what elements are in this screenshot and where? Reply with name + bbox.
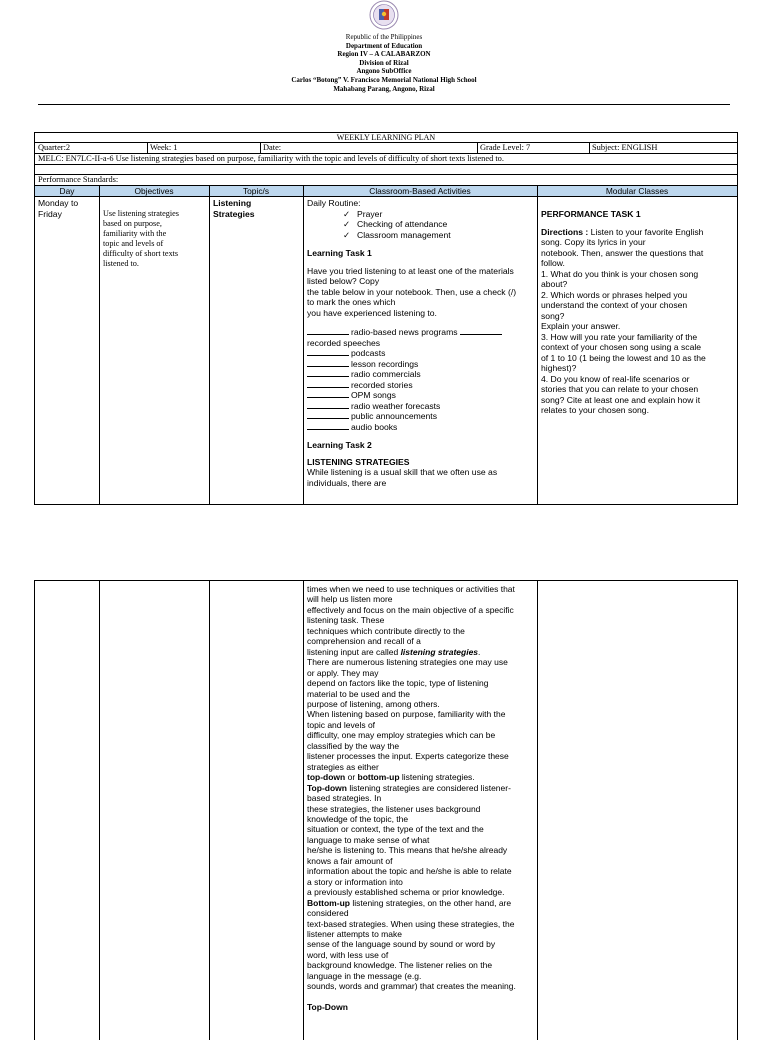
- material-item: recorded speeches: [307, 337, 381, 348]
- body-line: Bottom-up listening strategies, on the other hand, are: [307, 897, 512, 908]
- body-line: top-down or bottom-up listening strategies.: [307, 772, 475, 783]
- body-line: background knowledge. The listener relies on the: [307, 960, 493, 971]
- week-cell: Week: 1: [150, 143, 178, 152]
- topic-cell: [213, 198, 301, 219]
- quarter-cell: Quarter:2: [38, 143, 71, 152]
- objective-line: difficulty of short texts: [103, 249, 179, 258]
- question-line: understand the context of your chosen: [541, 300, 688, 310]
- header-divider: [38, 104, 730, 105]
- question-line: highest)?: [541, 363, 577, 373]
- header-line: Republic of the Philippines: [345, 33, 423, 41]
- info-row: [35, 143, 737, 154]
- question-line: 1. What do you think is your chosen song: [541, 268, 699, 279]
- material-item: OPM songs: [307, 390, 535, 401]
- task1-text: to mark the ones which: [307, 297, 396, 307]
- task2-title: Learning Task 2: [307, 440, 372, 450]
- material-item: radio weather forecasts: [307, 401, 535, 412]
- column-header-objectives: Objectives: [134, 186, 174, 196]
- routine-item: ✓ Prayer: [343, 208, 383, 219]
- body-line: techniques which contribute directly to the: [307, 625, 465, 636]
- school-header: [0, 33, 768, 93]
- directions-line: song. Copy its lyrics in your: [541, 237, 646, 247]
- task1-text: you have experienced listening to.: [307, 307, 437, 318]
- body-line: text-based strategies. When using these strategies, the: [307, 918, 515, 929]
- header-line: Carlos “Botong” V. Francisco Memorial National High School: [291, 75, 477, 84]
- question-line: song?: [541, 310, 565, 321]
- body-line: listening input are called listening strategies.: [307, 646, 481, 657]
- objective-line: listened to.: [103, 259, 139, 268]
- performance-standards: Performance Standards:: [38, 175, 119, 184]
- material-item: public announcements: [307, 411, 535, 422]
- body-line: Top-down listening strategies are considered listener-: [307, 782, 511, 793]
- strategies-title: LISTENING STRATEGIES: [307, 456, 410, 467]
- question-line: song? Cite at least one and explain how it: [541, 394, 701, 405]
- column-header-classroom: Classroom-Based Activities: [369, 186, 471, 196]
- body-line: listening task. These: [307, 615, 385, 626]
- spacer-row: [35, 165, 737, 175]
- column-header-day: Day: [59, 186, 75, 196]
- header-line: Division of Rizal: [359, 58, 409, 67]
- material-item: lesson recordings: [307, 359, 535, 370]
- body-line: difficulty, one may employ strategies which can be: [307, 730, 496, 741]
- body-line: language to make sense of what: [307, 834, 430, 845]
- question-line: 3. How will you rate your familiarity of the: [541, 331, 698, 342]
- body-line: these strategies, the listener uses background: [307, 803, 481, 814]
- grade-cell: Grade Level: 7: [480, 143, 531, 152]
- body-line: times when we need to use techniques or activities that: [307, 584, 515, 594]
- body-line: he/she is listening to. This means that he/she already: [307, 845, 508, 856]
- body-line: knows a fair amount of: [307, 855, 393, 866]
- question-line: of 1 to 10 (1 being the lowest and 10 as the: [541, 352, 706, 363]
- body-line: strategies as either: [307, 761, 379, 772]
- day-cell: [38, 198, 98, 219]
- continuation-table: [34, 580, 738, 1040]
- classroom-cell: [307, 198, 535, 488]
- header-line: Department of Education: [345, 41, 423, 50]
- body-line: word, with less use of: [307, 949, 389, 960]
- routine-label: Daily Routine:: [307, 198, 361, 208]
- body-line: language in the message (e.g.: [307, 970, 422, 981]
- body-line: effectively and focus on the main objective of a specific: [307, 604, 514, 615]
- routine-item: ✓ Classroom management: [343, 229, 451, 240]
- checkmark-icon: ✓: [343, 219, 351, 229]
- objective-line: based on purpose,: [103, 219, 162, 228]
- directions-line: Directions : Listen to your favorite English: [541, 226, 704, 237]
- body-line: sounds, words and grammar) that creates the meaning.: [307, 981, 516, 992]
- body-line: will help us listen more: [307, 594, 393, 605]
- objective-line: topic and levels of: [103, 239, 164, 248]
- strategies-text: individuals, there are: [307, 477, 387, 488]
- weekly-plan-table: [34, 132, 738, 505]
- table-title-row: [35, 133, 737, 143]
- body-line: comprehension and recall of a: [307, 636, 421, 647]
- body-line: information about the topic and he/she is able to relate: [307, 866, 512, 877]
- body-line: considered: [307, 908, 349, 919]
- body-line: based strategies. In: [307, 793, 382, 804]
- body-line: There are numerous listening strategies one may use: [307, 657, 508, 668]
- strategies-text: While listening is a usual skill that we often use as: [307, 467, 498, 477]
- performance-task-title: PERFORMANCE TASK 1: [541, 209, 641, 219]
- body-line: depend on factors like the topic, type of listening: [307, 678, 489, 689]
- day-text: Monday to: [38, 198, 79, 208]
- body-line: When listening based on purpose, familiarity with the: [307, 709, 506, 720]
- day-text: Friday: [38, 208, 62, 219]
- task1-text: Have you tried listening to at least one of the materials: [307, 265, 514, 276]
- continuation-cell: [307, 584, 535, 1012]
- routine-item: ✓ Checking of attendance: [343, 219, 448, 229]
- date-cell: Date:: [263, 143, 282, 152]
- body-line: listener processes the input. Experts categorize these: [307, 751, 509, 762]
- column-header-modular: Modular Classes: [605, 186, 669, 196]
- question-line: Explain your answer.: [541, 321, 621, 331]
- melc-cell: MELC: EN7LC-II-a-6 Use listening strategies based on purpose, familiarity with the topic and levels of difficulty of short texts listened to.: [38, 154, 504, 163]
- material-item: radio-based news programs: [307, 327, 535, 338]
- question-line: context of your chosen song using a scale: [541, 342, 702, 352]
- question-line: relates to your chosen song.: [541, 405, 649, 415]
- task1-text: the table below in your notebook. Then, use a check (/): [307, 286, 517, 297]
- body-line: sense of the language sound by sound or word by: [307, 939, 496, 950]
- directions-line: follow.: [541, 258, 565, 268]
- body-line: topic and levels of: [307, 719, 376, 730]
- body-line: material to be used and the: [307, 688, 411, 699]
- material-item: radio commercials: [307, 369, 535, 380]
- table-title: WEEKLY LEARNING PLAN: [336, 133, 436, 142]
- column-header-topics: Topic/s: [242, 186, 270, 196]
- column-header-row: [35, 186, 737, 197]
- subject-cell: Subject: ENGLISH: [592, 143, 658, 152]
- body-line: purpose of listening, among others.: [307, 698, 440, 709]
- body-line: classified by the way the: [307, 740, 400, 751]
- question-line: stories that you can relate to your chosen: [541, 384, 699, 394]
- question-line: 4. Do you know of real-life scenarios or: [541, 373, 690, 384]
- objectives-cell: [103, 209, 207, 269]
- melc-row: [35, 154, 737, 165]
- topic-line: Listening: [213, 198, 252, 208]
- material-item: audio books: [307, 422, 535, 433]
- modular-cell: [541, 209, 737, 416]
- body-line: situation or context, the type of the text and the: [307, 824, 484, 835]
- performance-standards-row: [35, 175, 737, 186]
- header-line: Mahabang Parang, Angono, Rizal: [333, 84, 435, 93]
- directions-line: notebook. Then, answer the questions that: [541, 247, 704, 258]
- checkmark-icon: ✓: [343, 229, 351, 240]
- body-line: a previously established schema or prior knowledge.: [307, 887, 505, 898]
- question-line: about?: [541, 279, 568, 289]
- topic-line: Strategies: [213, 208, 255, 219]
- body-line: listener attempts to make: [307, 928, 402, 939]
- material-item: recorded stories: [307, 380, 535, 391]
- checkmark-icon: ✓: [343, 208, 351, 219]
- objective-line: Use listening strategies: [103, 209, 179, 218]
- body-line: or apply. They may: [307, 667, 379, 678]
- objective-line: familiarity with the: [103, 229, 167, 238]
- deped-seal-icon: [358, 0, 410, 30]
- material-item: podcasts: [307, 348, 535, 359]
- body-line: knowledge of the topic, the: [307, 813, 409, 824]
- task1-title: Learning Task 1: [307, 248, 372, 258]
- header-line: Region IV – A CALABARZON: [337, 50, 431, 59]
- header-line: Angono SubOffice: [356, 67, 412, 76]
- topdown-heading: Top-Down: [307, 1001, 348, 1012]
- question-line: 2. Which words or phrases helped you: [541, 289, 688, 300]
- body-line: a story or information into: [307, 876, 403, 887]
- task1-text: listed below? Copy: [307, 276, 380, 286]
